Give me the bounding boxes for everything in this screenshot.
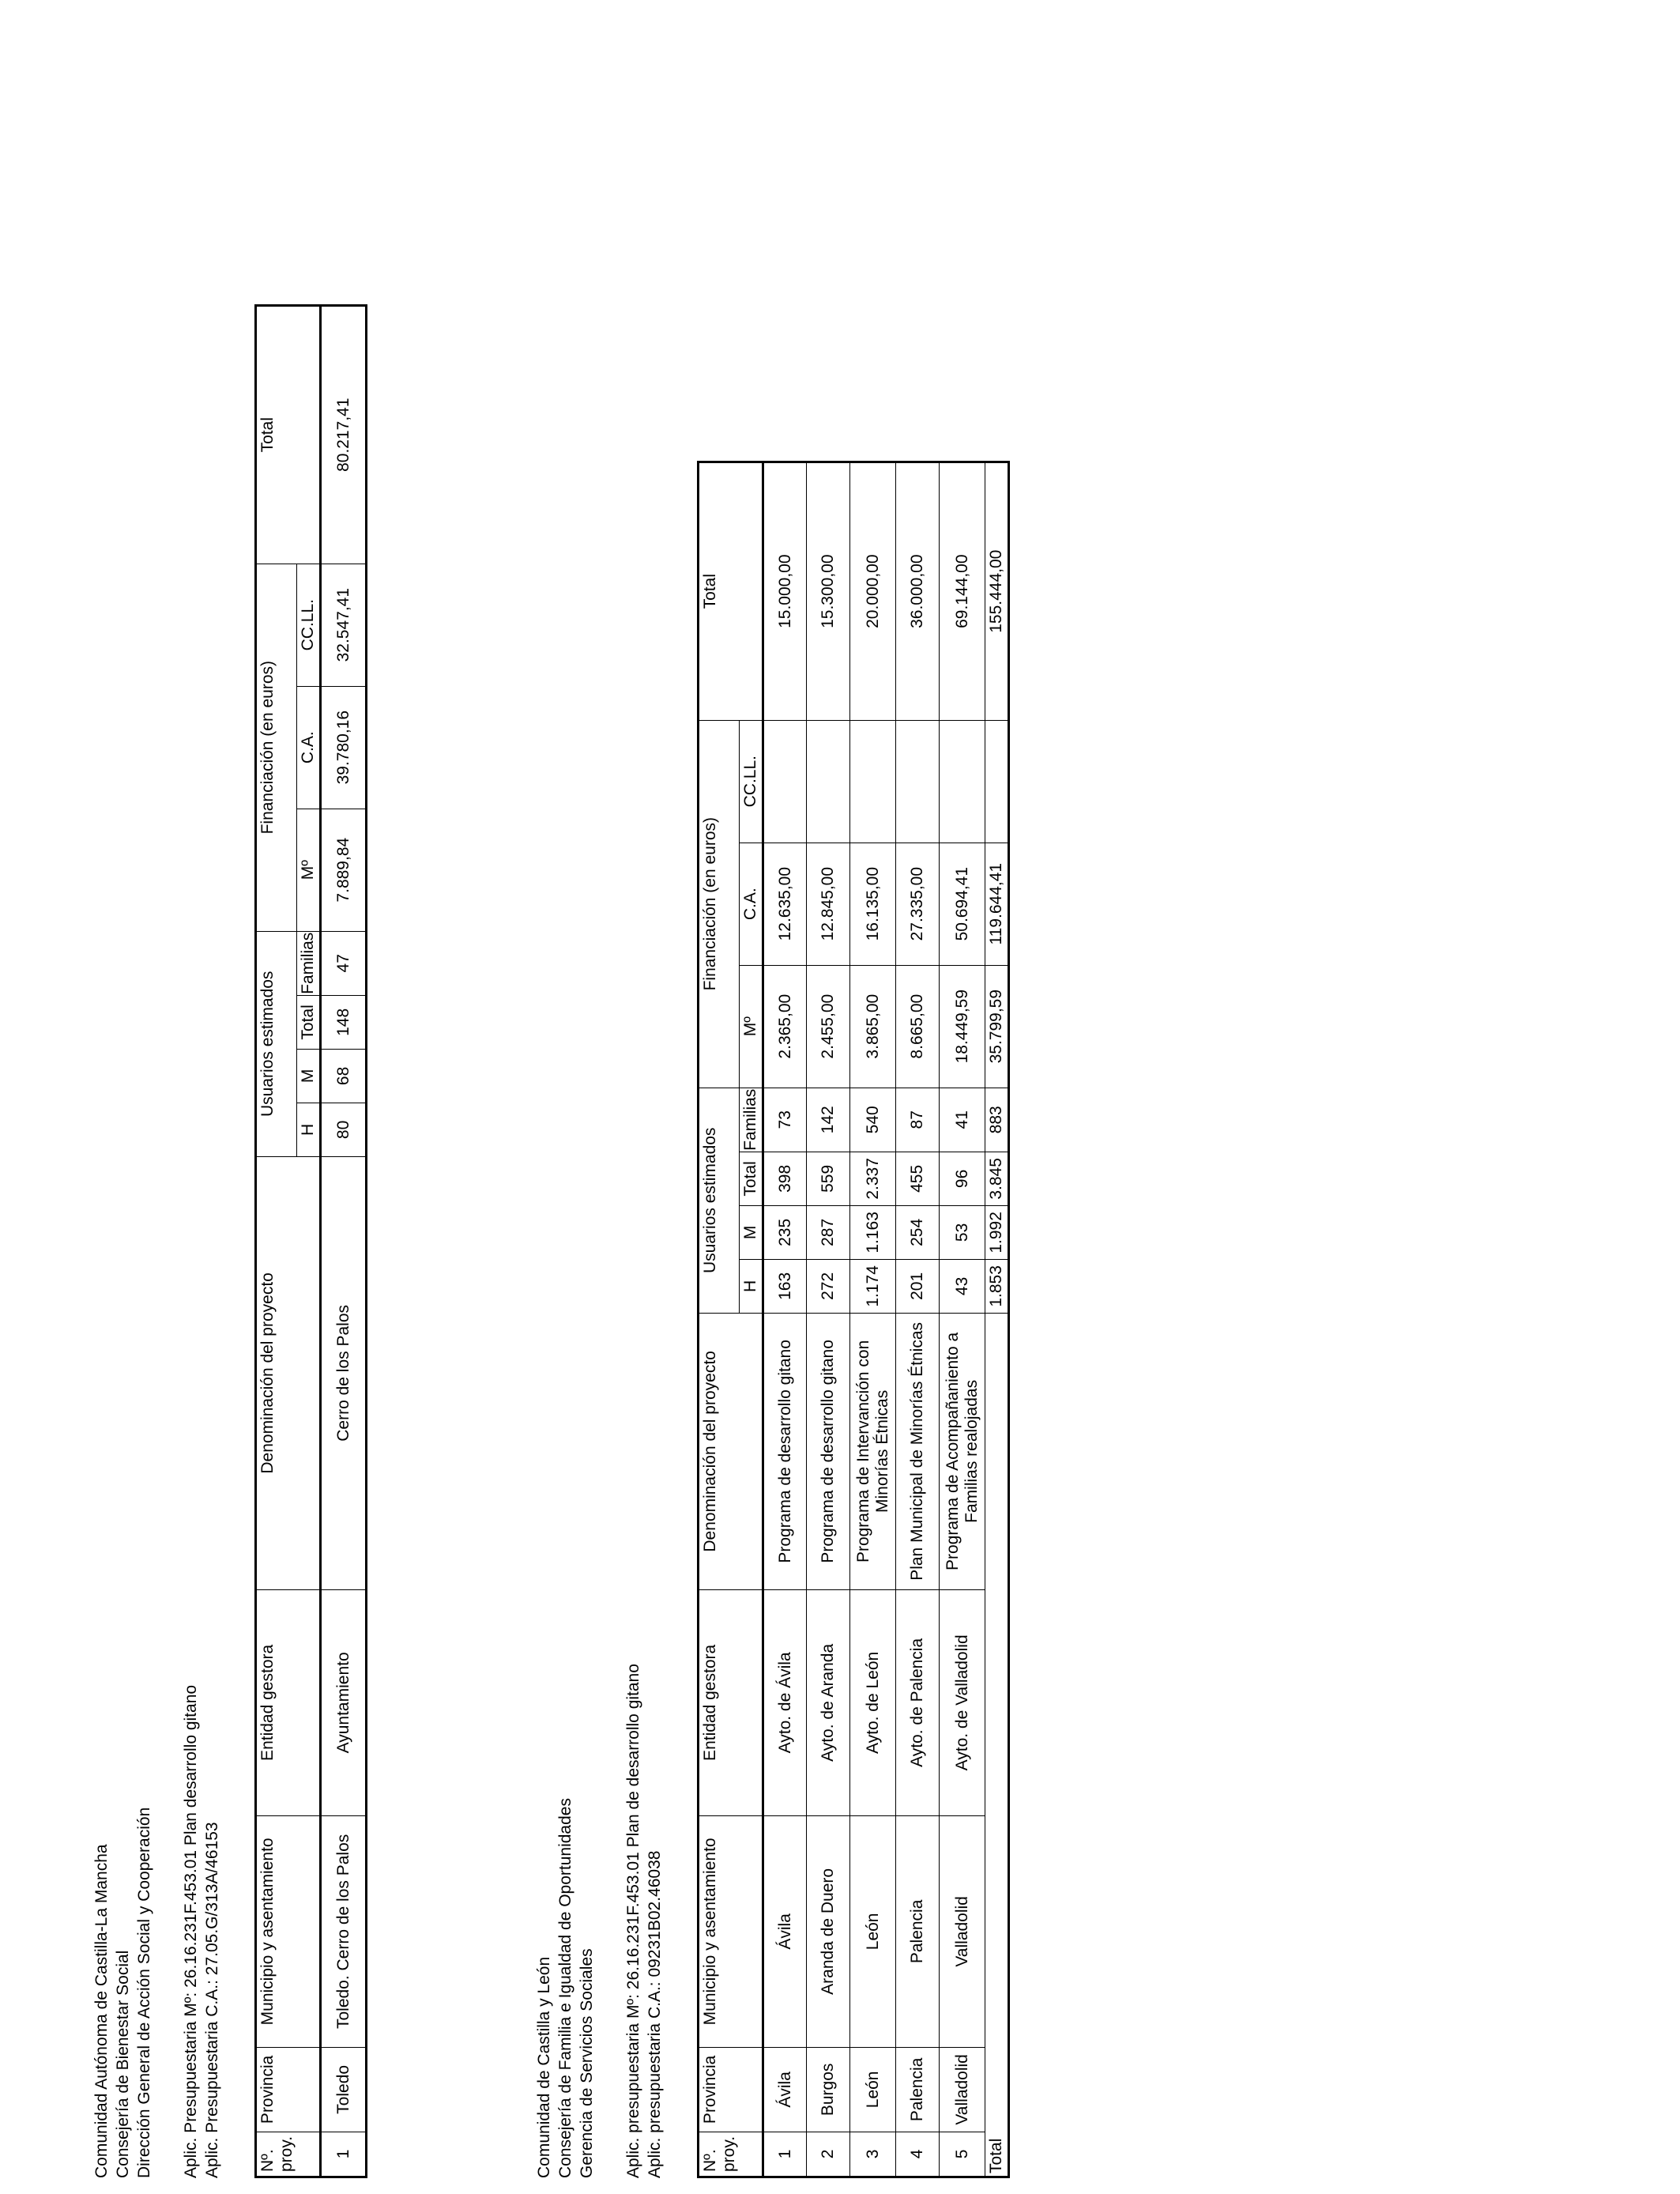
cell-provincia: Toledo xyxy=(321,2047,367,2132)
totals-total-usuarios: 3.845 xyxy=(985,1152,1009,1205)
cell-ccll xyxy=(940,720,985,843)
cell-familias: 540 xyxy=(850,1088,896,1152)
header-total: Total xyxy=(256,305,321,564)
cell-entidad: Ayuntamiento xyxy=(321,1589,367,1815)
header-line: Gerencia de Servicios Sociales xyxy=(578,1948,596,2178)
section-2-header xyxy=(533,1664,665,2178)
cell-provincia: Burgos xyxy=(807,2047,850,2132)
cell-ca: 27.335,00 xyxy=(896,843,940,965)
header-ccll: CC.LL. xyxy=(740,720,763,843)
table-row xyxy=(807,462,850,2177)
cell-denominacion: Programa de desarrollo gitano xyxy=(763,1313,807,1589)
table-row xyxy=(940,462,985,2177)
header-line: Aplic. Presupuestaria C.A.: 27.05.G/313A/46153 xyxy=(203,1822,221,2178)
header-denominacion: Denominación del proyecto xyxy=(699,1313,763,1589)
header-mo: Mº xyxy=(297,809,321,931)
cell-familias: 142 xyxy=(807,1088,850,1152)
totals-mo: 35.799,59 xyxy=(985,965,1009,1088)
header-provincia: Provincia xyxy=(256,2047,321,2132)
cell-h: 163 xyxy=(763,1259,807,1313)
cell-mo: 2.455,00 xyxy=(807,965,850,1088)
cell-ccll xyxy=(807,720,850,843)
cell-mo: 2.365,00 xyxy=(763,965,807,1088)
header-municipio: Municipio y asentamiento xyxy=(699,1815,763,2047)
cell-total-usuarios: 559 xyxy=(807,1152,850,1205)
cell-municipio: Ávila xyxy=(763,1815,807,2047)
table-row xyxy=(896,462,940,2177)
cell-ca: 12.845,00 xyxy=(807,843,850,965)
cell-m: 1.163 xyxy=(850,1205,896,1259)
cell-h: 1.174 xyxy=(850,1259,896,1313)
header-financiacion: Financiación (en euros) xyxy=(256,564,297,931)
header-denominacion: Denominación del proyecto xyxy=(256,1156,321,1589)
header-line: Dirección General de Acción Social y Cooperación xyxy=(135,1807,153,2178)
cell-total: 15.000,00 xyxy=(763,462,807,720)
totals-label: Total xyxy=(985,1313,1009,2177)
cell-num: 5 xyxy=(940,2132,985,2177)
cell-entidad: Ayto. de Ávila xyxy=(763,1589,807,1815)
totals-m: 1.992 xyxy=(985,1205,1009,1259)
totals-familias: 883 xyxy=(985,1088,1009,1152)
cell-total-usuarios: 455 xyxy=(896,1152,940,1205)
header-financiacion: Financiación (en euros) xyxy=(699,720,740,1088)
totals-h: 1.853 xyxy=(985,1259,1009,1313)
cell-m: 235 xyxy=(763,1205,807,1259)
cell-total-usuarios: 148 xyxy=(321,995,367,1049)
cell-total-usuarios: 398 xyxy=(763,1152,807,1205)
header-ca: C.A. xyxy=(297,686,321,809)
cell-total: 36.000,00 xyxy=(896,462,940,720)
header-total: Total xyxy=(699,462,763,720)
cell-ca: 16.135,00 xyxy=(850,843,896,965)
cell-ca: 12.635,00 xyxy=(763,843,807,965)
cell-mo: 18.449,59 xyxy=(940,965,985,1088)
cell-municipio: León xyxy=(850,1815,896,2047)
cell-provincia: Ávila xyxy=(763,2047,807,2132)
totals-ccll xyxy=(985,720,1009,843)
cell-total-usuarios: 96 xyxy=(940,1152,985,1205)
cell-ca: 50.694,41 xyxy=(940,843,985,965)
header-usuarios: Usuarios estimados xyxy=(256,931,297,1156)
cell-provincia: Valladolid xyxy=(940,2047,985,2132)
cell-total: 69.144,00 xyxy=(940,462,985,720)
cell-municipio: Aranda de Duero xyxy=(807,1815,850,2047)
cell-denominacion: Programa de Acompañaniento a Familias realojadas xyxy=(940,1313,985,1589)
cell-total: 20.000,00 xyxy=(850,462,896,720)
cell-denominacion: Plan Municipal de Minorías Étnicas xyxy=(896,1313,940,1589)
table-row xyxy=(850,462,896,2177)
header-line: Aplic. presupuestaria C.A.: 09231B02.46038 xyxy=(646,1850,664,2178)
cell-total-usuarios: 2.337 xyxy=(850,1152,896,1205)
cell-h: 272 xyxy=(807,1259,850,1313)
cell-num: 1 xyxy=(321,2132,367,2177)
cell-ca: 39.780,16 xyxy=(321,686,367,809)
table-castilla-y-leon xyxy=(697,461,1010,2178)
header-line: Aplic. Presupuestaria Mº: 26.16.231F.453.01 Plan desarrollo gitano xyxy=(182,1684,200,2178)
cell-provincia: León xyxy=(850,2047,896,2132)
cell-ccll xyxy=(850,720,896,843)
cell-h: 43 xyxy=(940,1259,985,1313)
cell-ccll xyxy=(763,720,807,843)
cell-familias: 73 xyxy=(763,1088,807,1152)
cell-mo: 3.865,00 xyxy=(850,965,896,1088)
cell-denominacion: Programa de Intervanción con Minorías Étnicas xyxy=(850,1313,896,1589)
table-row xyxy=(763,462,807,2177)
cell-h: 80 xyxy=(321,1103,367,1156)
cell-h: 201 xyxy=(896,1259,940,1313)
header-entidad: Entidad gestora xyxy=(256,1589,321,1815)
header-municipio: Municipio y asentamiento xyxy=(256,1815,321,2047)
cell-num: 4 xyxy=(896,2132,940,2177)
header-familias: Familias xyxy=(740,1088,763,1152)
cell-municipio: Toledo. Cerro de los Palos xyxy=(321,1815,367,2047)
header-m: M xyxy=(740,1205,763,1259)
header-entidad: Entidad gestora xyxy=(699,1589,763,1815)
cell-num: 1 xyxy=(763,2132,807,2177)
totals-ca: 119.644,41 xyxy=(985,843,1009,965)
cell-m: 254 xyxy=(896,1205,940,1259)
cell-familias: 47 xyxy=(321,931,367,995)
totals-row xyxy=(985,462,1009,2177)
header-line: Comunidad Autónoma de Castilla-La Mancha xyxy=(92,1844,111,2178)
cell-m: 287 xyxy=(807,1205,850,1259)
totals-total: 155.444,00 xyxy=(985,462,1009,720)
header-m: M xyxy=(297,1049,321,1103)
header-familias: Familias xyxy=(297,931,321,995)
header-line: Consejería de Bienestar Social xyxy=(114,1950,132,2178)
cell-total: 15.300,00 xyxy=(807,462,850,720)
header-line: Comunidad de Castilla y León xyxy=(535,1956,553,2178)
header-provincia: Provincia xyxy=(699,2047,763,2132)
header-ca: C.A. xyxy=(740,843,763,965)
header-line: Consejería de Familia e Igualdad de Oportunidades xyxy=(556,1798,574,2178)
section-1-header xyxy=(91,1685,223,2178)
cell-entidad: Ayto. de Palencia xyxy=(896,1589,940,1815)
cell-familias: 87 xyxy=(896,1088,940,1152)
cell-denominacion: Cerro de los Palos xyxy=(321,1156,367,1589)
cell-m: 68 xyxy=(321,1049,367,1103)
cell-num: 3 xyxy=(850,2132,896,2177)
cell-municipio: Palencia xyxy=(896,1815,940,2047)
header-mo: Mº xyxy=(740,965,763,1088)
cell-m: 53 xyxy=(940,1205,985,1259)
cell-ccll xyxy=(896,720,940,843)
cell-mo: 8.665,00 xyxy=(896,965,940,1088)
header-usuarios: Usuarios estimados xyxy=(699,1088,740,1313)
table-row xyxy=(321,305,367,2177)
cell-provincia: Palencia xyxy=(896,2047,940,2132)
cell-familias: 41 xyxy=(940,1088,985,1152)
header-total-usuarios: Total xyxy=(297,995,321,1049)
cell-entidad: Ayto. de Aranda xyxy=(807,1589,850,1815)
cell-total: 80.217,41 xyxy=(321,305,367,564)
table-castilla-la-mancha xyxy=(254,304,367,2178)
cell-denominacion: Programa de desarrollo gitano xyxy=(807,1313,850,1589)
cell-ccll: 32.547,41 xyxy=(321,564,367,686)
cell-mo: 7.889,84 xyxy=(321,809,367,931)
header-num: Nº. proy. xyxy=(256,2132,321,2177)
cell-num: 2 xyxy=(807,2132,850,2177)
cell-municipio: Valladolid xyxy=(940,1815,985,2047)
header-h: H xyxy=(740,1259,763,1313)
header-num: Nº. proy. xyxy=(699,2132,763,2177)
header-total-usuarios: Total xyxy=(740,1152,763,1205)
header-ccll: CC.LL. xyxy=(297,564,321,686)
header-line: Aplic. presupuestaria Mº: 26.16.231F.453.01 Plan de desarrollo gitano xyxy=(624,1664,642,2178)
header-h: H xyxy=(297,1103,321,1156)
cell-entidad: Ayto. de León xyxy=(850,1589,896,1815)
cell-entidad: Ayto. de Valladolid xyxy=(940,1589,985,1815)
